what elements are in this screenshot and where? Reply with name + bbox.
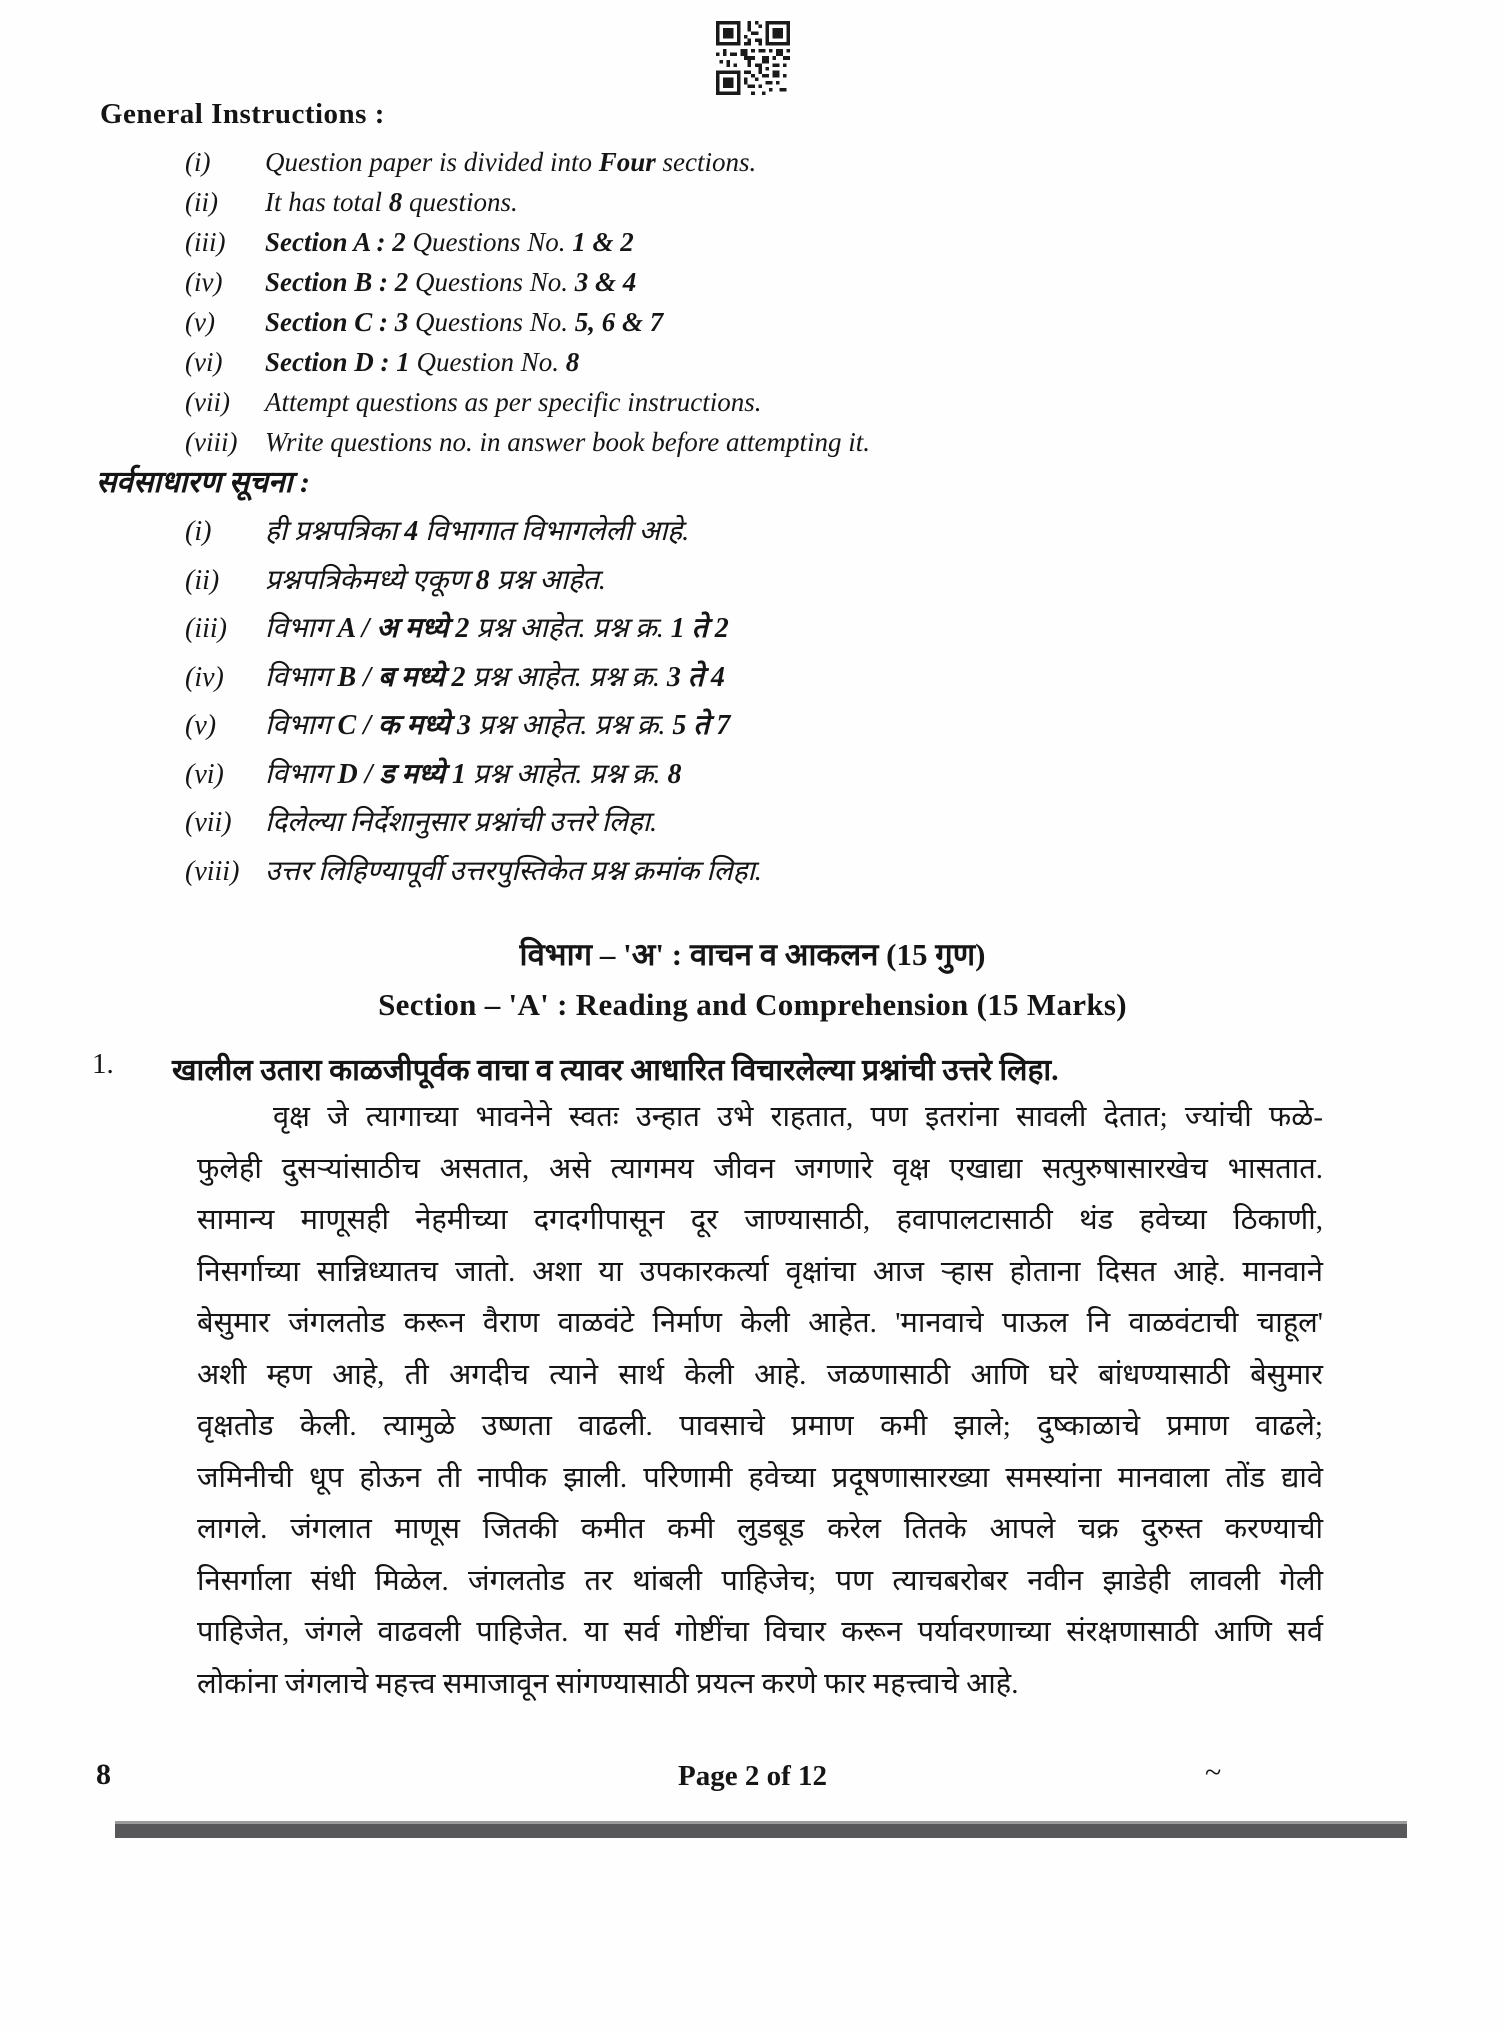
instruction-text: Section A : 2 Questions No. 1 & 2 xyxy=(265,227,634,257)
instruction-number: (vi) xyxy=(185,347,223,377)
footer-tilde-mark: ~ xyxy=(1205,1756,1222,1789)
instruction-text: Section C : 3 Questions No. 5, 6 & 7 xyxy=(265,307,664,337)
instruction-item xyxy=(0,422,1400,462)
instruction-text: Write questions no. in answer book before attempting it. xyxy=(265,427,870,457)
reading-passage xyxy=(197,1092,1323,1710)
question-1-number: 1. xyxy=(92,1048,114,1080)
instruction-item xyxy=(0,605,1420,654)
instruction-item xyxy=(0,342,1400,382)
instruction-item xyxy=(0,262,1400,302)
instruction-number: (i) xyxy=(185,147,211,177)
general-instructions-heading: General Instructions : xyxy=(100,98,385,130)
instruction-text: Section D : 1 Question No. 8 xyxy=(265,347,580,377)
passage-line: अशी म्हण आहे, ती अगदीच त्याने सार्थ केली आहे. जळणासाठी आणि घरे बांधण्यासाठी बेसुमार xyxy=(197,1358,1323,1391)
instruction-item xyxy=(0,751,1420,800)
page-footer xyxy=(0,1758,1505,1798)
instruction-number: (ii) xyxy=(185,187,218,217)
passage-line: जमिनीची धूप होऊन ती नापीक झाली. परिणामी हवेच्या प्रदूषणासारख्या समस्यांना मानवाला तोंड द्यावे xyxy=(197,1461,1323,1494)
instruction-number: (v) xyxy=(185,307,215,337)
passage-line: लोकांना जंगलाचे महत्त्व समाजावून सांगण्यासाठी प्रयत्न करणे फार महत्त्वाचे आहे. xyxy=(197,1667,1019,1700)
passage-line: लागले. जंगलात माणूस जितकी कमीत कमी लुडबूड करेल तितके आपले चक्र दुरुस्त करण्याची xyxy=(197,1513,1323,1545)
instruction-number: (vii) xyxy=(185,807,232,838)
instruction-item xyxy=(0,222,1400,262)
instruction-number: (viii) xyxy=(185,427,238,457)
english-instructions-list xyxy=(0,142,1400,462)
instruction-text: Section B : 2 Questions No. 3 & 4 xyxy=(265,267,637,297)
instruction-item xyxy=(0,302,1400,342)
section-a-heading-english: Section – 'A' : Reading and Comprehension (15 Marks) xyxy=(378,987,1127,1022)
passage-line: सामान्य माणूसही नेहमीच्या दगदगीपासून दूर जाण्यासाठी, हवापालटासाठी थंड हवेच्या ठिकाणी, xyxy=(197,1204,1323,1236)
instruction-number: (iii) xyxy=(185,613,227,644)
instruction-item xyxy=(0,508,1420,557)
instruction-text: विभाग C / क मध्ये 3 प्रश्न आहेत. प्रश्न क्र. 5 ते 7 xyxy=(265,710,731,741)
instruction-text: विभाग B / ब मध्ये 2 प्रश्न आहेत. प्रश्न क्र. 3 ते 4 xyxy=(265,661,725,693)
instruction-number: (iv) xyxy=(185,267,223,297)
instruction-text: उत्तर लिहिण्यापूर्वी उत्तरपुस्तिकेत प्रश्न क्रमांक लिहा. xyxy=(265,855,762,887)
instruction-item xyxy=(0,848,1420,897)
instruction-number: (iv) xyxy=(185,661,224,693)
instruction-text: दिलेल्या निर्देशानुसार प्रश्नांची उत्तरे लिहा. xyxy=(265,807,658,838)
marathi-instructions-list xyxy=(0,508,1420,896)
instruction-number: (ii) xyxy=(185,564,220,596)
page-number-label: Page 2 of 12 xyxy=(678,1760,827,1792)
instruction-text: Attempt questions as per specific instructions. xyxy=(265,387,762,417)
question-1-prompt: खालील उतारा काळजीपूर्वक वाचा व त्यावर आधारित विचारलेल्या प्रश्नांची उत्तरे लिहा. xyxy=(172,1054,1059,1087)
instruction-item xyxy=(0,557,1420,606)
instruction-item xyxy=(0,382,1400,422)
instruction-text: Question paper is divided into Four sections. xyxy=(265,147,757,177)
instruction-item xyxy=(0,799,1420,848)
instruction-number: (vii) xyxy=(185,387,230,417)
instruction-text: It has total 8 questions. xyxy=(265,187,518,217)
section-a-heading-marathi: विभाग – 'अ' : वाचन व आकलन (15 गुण) xyxy=(519,937,986,972)
marathi-instructions-heading: सर्वसाधारण सूचना : xyxy=(96,466,310,499)
instruction-number: (v) xyxy=(185,710,217,741)
instruction-item xyxy=(0,182,1400,222)
instruction-item xyxy=(0,654,1420,703)
instruction-number: (i) xyxy=(185,516,212,547)
footer-bar xyxy=(115,1821,1407,1838)
instruction-number: (viii) xyxy=(185,855,240,887)
passage-line: पाहिजेत, जंगले वाढवली पाहिजेत. या सर्व गोष्टींचा विचार करून पर्यावरणाच्या संरक्षणासाठी आणि सर्व xyxy=(197,1616,1323,1648)
instruction-item xyxy=(0,142,1400,182)
passage-line: निसर्गाच्या सान्निध्यातच जातो. अशा या उपकारकर्त्या वृक्षांचा आज ऱ्हास होताना दिसत आहे. मानवाने xyxy=(197,1255,1323,1288)
instruction-text: विभाग A / अ मध्ये 2 प्रश्न आहेत. प्रश्न क्र. 1 ते 2 xyxy=(265,613,729,644)
qr-code xyxy=(716,20,790,96)
passage-line: निसर्गाला संधी मिळेल. जंगलतोड तर थांबली पाहिजेच; पण त्याचबरोबर नवीन झाडेही लावली गेली xyxy=(197,1564,1323,1597)
instruction-text: विभाग D / ड मध्ये 1 प्रश्न आहेत. प्रश्न क्र. 8 xyxy=(265,758,682,790)
passage-line: फुलेही दुसऱ्यांसाठीच असतात, असे त्यागमय जीवन जगणारे वृक्ष एखाद्या सत्पुरुषासारखेच भासतात. xyxy=(197,1152,1323,1185)
passage-line: वृक्षतोड केली. त्यामुळे उष्णता वाढली. पावसाचे प्रमाण कमी झाले; दुष्काळाचे प्रमाण वाढले; xyxy=(197,1410,1323,1442)
instruction-text: प्रश्नपत्रिकेमध्ये एकूण 8 प्रश्न आहेत. xyxy=(265,564,606,596)
passage-line: वृक्ष जे त्यागाच्या भावनेने स्वतः उन्हात उभे राहतात, पण इतरांना सावली देतात; ज्यांची फळे- xyxy=(273,1101,1323,1133)
instruction-text: ही प्रश्नपत्रिका 4 विभागात विभागलेली आहे. xyxy=(265,516,690,547)
paper-code: 8 xyxy=(96,1758,111,1791)
instruction-number: (iii) xyxy=(185,227,226,257)
instruction-item xyxy=(0,702,1420,751)
instruction-number: (vi) xyxy=(185,758,224,790)
passage-line: बेसुमार जंगलतोड करून वैराण वाळवंटे निर्माण केली आहेत. 'मानवाचे पाऊल नि वाळवंटाची चाहूल' xyxy=(197,1307,1323,1339)
